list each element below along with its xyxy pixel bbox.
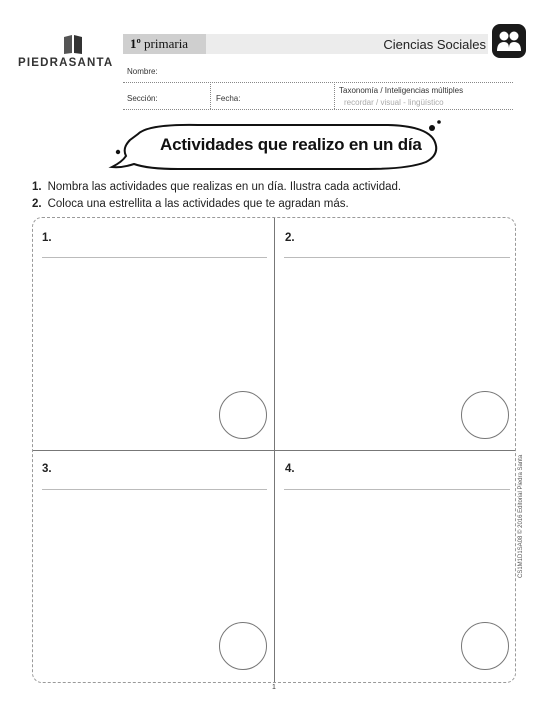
people-icon (492, 24, 526, 58)
section-label: Sección: (127, 94, 158, 103)
panel-3-number: 3. (42, 463, 52, 475)
name-label: Nombre: (127, 67, 158, 76)
grade-label: 1º primaria (130, 36, 189, 51)
date-label: Fecha: (216, 94, 241, 103)
taxonomy-label: Taxonomía / Inteligencias múltiples (339, 86, 464, 95)
panel-2-star-circle[interactable] (461, 391, 509, 439)
panel-4-number: 4. (285, 463, 295, 475)
panel-1-answer-line[interactable] (42, 257, 267, 258)
section-line (123, 109, 513, 110)
name-line[interactable] (123, 82, 513, 83)
panel-2-answer-line[interactable] (284, 257, 510, 258)
book-logo-icon (62, 33, 84, 55)
worksheet-title: Actividades que realizo en un día (160, 135, 422, 154)
instruction-2: 2. Coloca una estrellita a las actividades que te agradan más. (32, 198, 349, 210)
brand-logo: PIEDRASANTA (18, 57, 114, 69)
panel-4-answer-line[interactable] (284, 489, 510, 490)
taxonomy-values: recordar / visual - lingüístico (344, 98, 444, 107)
subject-title: Ciencias Sociales (383, 37, 486, 52)
divider (334, 84, 335, 109)
copyright-credit: CS1M1D1SA08 © 2016 Editorial Piedra Santa (518, 454, 524, 578)
panel-3-answer-line[interactable] (42, 489, 267, 490)
panel-2-number: 2. (285, 232, 295, 244)
page-number: 1 (272, 684, 276, 691)
instruction-1: 1. Nombra las actividades que realizas en un día. Ilustra cada actividad. (32, 181, 402, 193)
panel-4-star-circle[interactable] (461, 622, 509, 670)
panel-1-star-circle[interactable] (219, 391, 267, 439)
panel-1-number: 1. (42, 232, 52, 244)
panel-3-star-circle[interactable] (219, 622, 267, 670)
grid-divider-horizontal (33, 450, 515, 451)
divider (210, 84, 211, 109)
